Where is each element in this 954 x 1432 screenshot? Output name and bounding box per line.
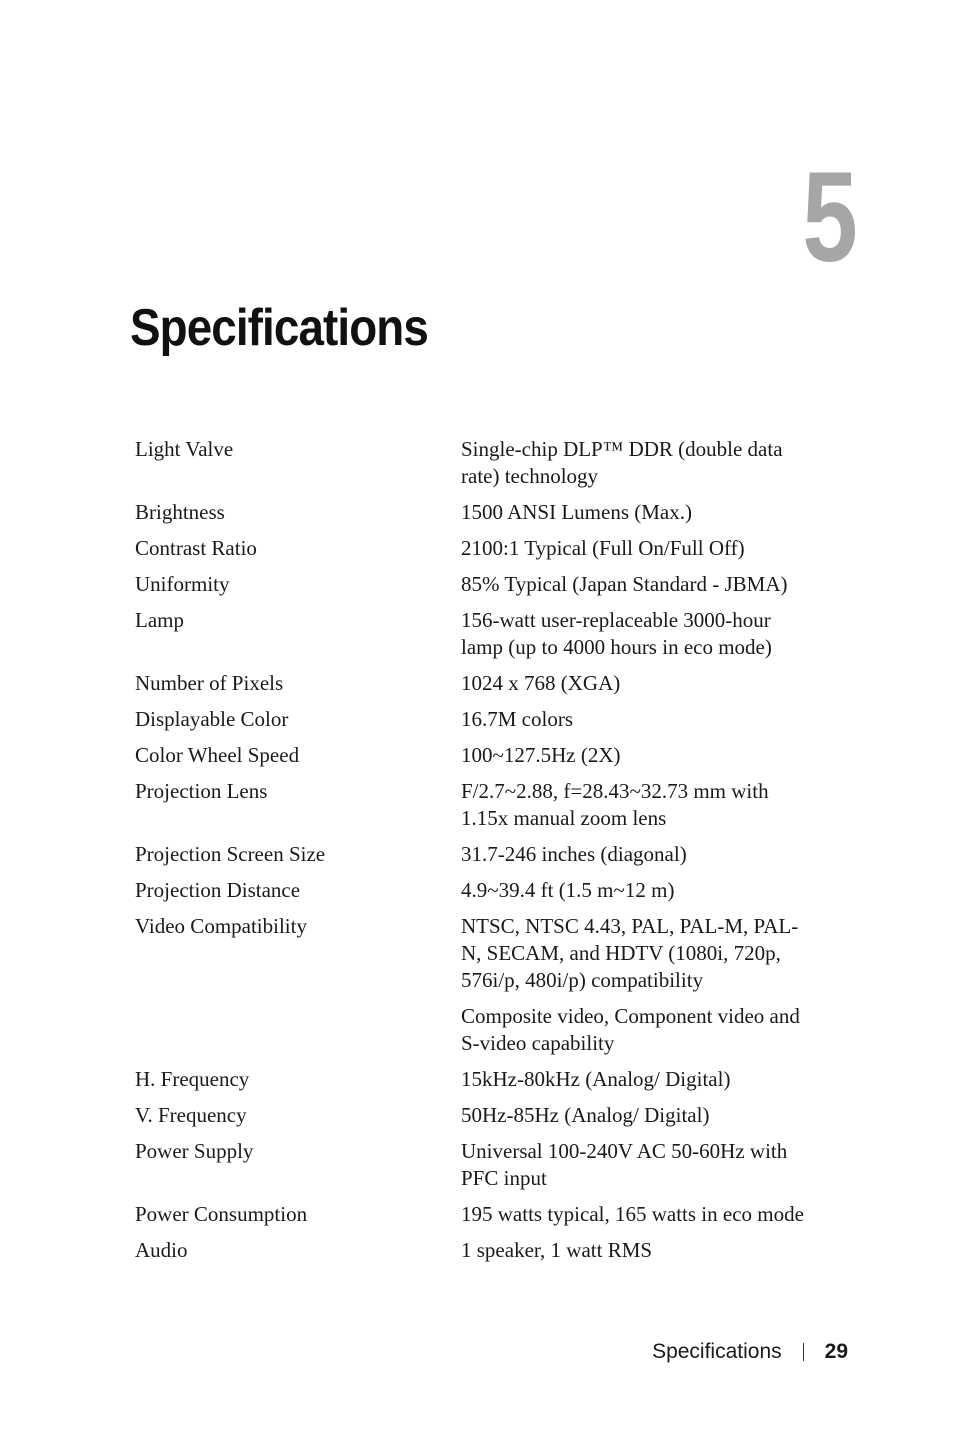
footer-section-title: Specifications (652, 1340, 782, 1363)
spec-value-text: 31.7-246 inches (diagonal) (461, 842, 687, 866)
spec-row (135, 1237, 835, 1264)
spec-value (461, 607, 813, 661)
spec-label: Projection Distance (135, 878, 301, 902)
spec-value-text: Universal 100-240V AC 50-60Hz with PFC input (461, 1139, 788, 1190)
spec-value-text: 1500 ANSI Lumens (Max.) (461, 500, 692, 524)
spec-label: Projection Lens (135, 779, 268, 803)
spec-value (461, 1066, 813, 1093)
spec-value-text: 85% Typical (Japan Standard - JBMA) (461, 572, 788, 596)
spec-value (461, 499, 813, 526)
spec-label: Video Compatibility (135, 914, 307, 938)
page-title: Specifications (130, 299, 428, 357)
spec-label: V. Frequency (135, 1103, 247, 1127)
spec-label: Audio (135, 1238, 188, 1262)
spec-value (461, 670, 813, 697)
spec-value-text: 1 speaker, 1 watt RMS (461, 1238, 653, 1262)
spec-value (461, 877, 813, 904)
spec-value (461, 436, 813, 490)
spec-row (135, 535, 835, 562)
spec-label: H. Frequency (135, 1067, 250, 1091)
spec-table (135, 436, 835, 1273)
spec-value-text: 2100:1 Typical (Full On/Full Off) (461, 536, 745, 560)
spec-value (461, 841, 813, 868)
spec-row (135, 571, 835, 598)
spec-value-text: 195 watts typical, 165 watts in eco mode (461, 1202, 804, 1226)
spec-value (461, 1201, 813, 1228)
spec-value-text: 50Hz-85Hz (Analog/ Digital) (461, 1103, 710, 1127)
spec-value (461, 706, 813, 733)
spec-value-text: 4.9~39.4 ft (1.5 m~12 m) (461, 878, 675, 902)
spec-label: Lamp (135, 608, 184, 632)
spec-value (461, 1237, 813, 1264)
spec-row (135, 877, 835, 904)
spec-row (135, 1102, 835, 1129)
spec-value (461, 535, 813, 562)
spec-row (135, 499, 835, 526)
spec-row (135, 841, 835, 868)
spec-row (135, 1066, 835, 1093)
spec-row (135, 778, 835, 832)
spec-label: Power Supply (135, 1139, 254, 1163)
spec-label: Power Consumption (135, 1202, 308, 1226)
spec-value-text: 1024 x 768 (XGA) (461, 671, 621, 695)
spec-value-text: Single-chip DLP™ DDR (double data rate) technology (461, 437, 783, 488)
page-footer (652, 1338, 848, 1366)
spec-row (135, 1201, 835, 1228)
spec-value-text: 15kHz-80kHz (Analog/ Digital) (461, 1067, 731, 1091)
page-number: 29 (824, 1340, 848, 1363)
spec-value-text: 16.7M colors (461, 707, 573, 731)
spec-label: Displayable Color (135, 707, 289, 731)
spec-value (461, 913, 813, 1057)
spec-value (461, 778, 813, 832)
spec-label: Projection Screen Size (135, 842, 326, 866)
chapter-number: 5 (802, 146, 858, 289)
spec-label: Color Wheel Speed (135, 743, 300, 767)
spec-value-text: 100~127.5Hz (2X) (461, 743, 621, 767)
spec-label: Brightness (135, 500, 225, 524)
spec-row (135, 670, 835, 697)
spec-value-text: Composite video, Component video and S-video capability (461, 1004, 800, 1055)
spec-row (135, 607, 835, 661)
spec-label: Light Valve (135, 437, 234, 461)
footer-divider (803, 1343, 804, 1361)
spec-row (135, 706, 835, 733)
spec-value-text: 156-watt user-replaceable 3000-hour lamp (up to 4000 hours in eco mode) (461, 608, 772, 659)
spec-value (461, 742, 813, 769)
spec-value-text: F/2.7~2.88, f=28.43~32.73 mm with 1.15x manual zoom lens (461, 779, 769, 830)
spec-label: Uniformity (135, 572, 230, 596)
spec-value (461, 1102, 813, 1129)
spec-value-text: NTSC, NTSC 4.43, PAL, PAL-M, PAL-N, SECAM, and HDTV (1080i, 720p, 576i/p, 480i/p) compatibility (461, 914, 799, 992)
spec-label: Number of Pixels (135, 671, 284, 695)
spec-value (461, 571, 813, 598)
spec-row (135, 913, 835, 1057)
spec-label: Contrast Ratio (135, 536, 257, 560)
spec-row (135, 1138, 835, 1192)
spec-row (135, 742, 835, 769)
spec-row (135, 436, 835, 490)
spec-value (461, 1138, 813, 1192)
